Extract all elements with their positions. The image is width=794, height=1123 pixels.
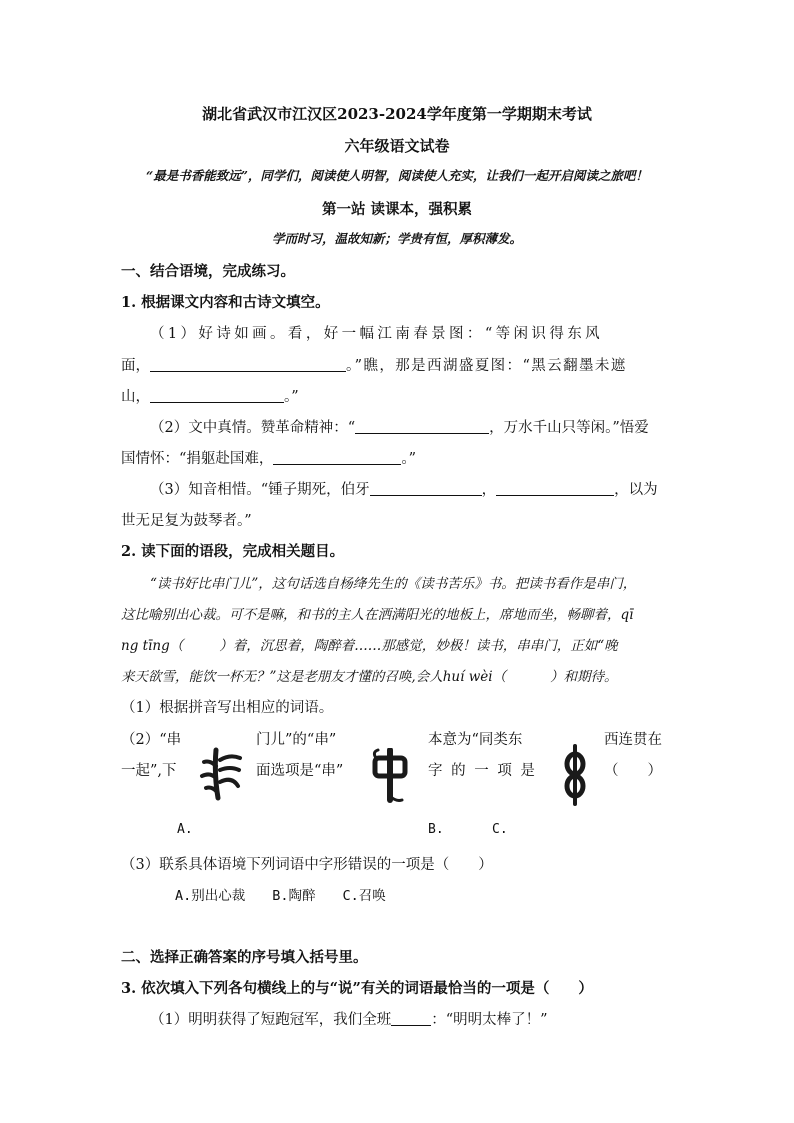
exam-subtitle: 六年级语文试卷 bbox=[344, 137, 450, 155]
passage-line-2: 这比喻别出心裁。可不是嘛，和书的主人在洒满阳光的地板上，席地而坐，畅聊着，qī bbox=[121, 607, 634, 623]
ancient-glyph-option-b[interactable] bbox=[370, 748, 410, 804]
station-title: 第一站 读课本，强积累 bbox=[321, 201, 473, 218]
answer-blank-5[interactable] bbox=[370, 481, 482, 496]
part1-heading: 一、结合语境，完成练习。 bbox=[121, 263, 295, 280]
q1-s2-text: ，万水千山只等闲。”悟爱 bbox=[489, 420, 649, 436]
q2-sub2-part-b: 门儿”的“串” bbox=[256, 732, 337, 748]
passage-text: ）着，沉思着，陶醉着……那感觉，妙极！读书，串串门，正如“晚 bbox=[219, 638, 618, 654]
passage-text: ng tīng（ bbox=[121, 638, 184, 654]
passage-line-3 bbox=[121, 634, 618, 654]
q1-s1-line1: （1）好诗如画。看，好一幅江南春景图：“等闲识得东风 bbox=[150, 326, 604, 342]
q2-sub2-part-d: 西连贯在 bbox=[604, 732, 662, 748]
option-c-label: C. bbox=[492, 822, 508, 837]
q2-sub2-part-e: 一起”,下 bbox=[121, 763, 177, 779]
q2-sub2-part-a: （2）“串 bbox=[121, 732, 182, 748]
q2-sub2-part-g: 字 的 一 项 是 bbox=[428, 763, 537, 779]
q2-sub3: （3）联系具体语境下列词语中字形错误的一项是（ ） bbox=[121, 857, 493, 873]
q1-s3-line1 bbox=[150, 478, 658, 499]
q1-s3-text: ， bbox=[481, 482, 497, 498]
q1-stem: 1. 根据课文内容和古诗文填空。 bbox=[121, 294, 330, 311]
q1-s1-text: 山， bbox=[121, 389, 150, 405]
answer-blank-4[interactable] bbox=[273, 450, 401, 465]
q1-s2-text: 。” bbox=[401, 451, 417, 467]
ancient-glyph-option-c[interactable] bbox=[560, 744, 590, 806]
q1-s2-text: （2）文中真情。赞革命精神：“ bbox=[150, 420, 356, 436]
answer-blank-1[interactable] bbox=[150, 357, 346, 372]
answer-blank-2[interactable] bbox=[150, 388, 284, 403]
answer-blank-q3-1[interactable] bbox=[391, 1011, 431, 1026]
option-b-label: B. bbox=[428, 822, 444, 837]
q1-s2-line2 bbox=[121, 447, 416, 468]
exam-title: 湖北省武汉市江汉区2023-2024学年度第一学期期末考试 bbox=[202, 105, 592, 123]
q1-s1-line2 bbox=[121, 354, 627, 375]
part2-heading: 二、选择正确答案的序号填入括号里。 bbox=[121, 949, 368, 966]
answer-blank-6[interactable] bbox=[496, 481, 614, 496]
q1-s2-text: 国情怀：“捐躯赴国难， bbox=[121, 451, 274, 467]
ancient-glyph-option-a[interactable] bbox=[198, 746, 244, 802]
option-a-label: A. bbox=[177, 822, 193, 837]
intro-line: “最是书香能致远”，同学们，阅读使人明智，阅读使人充实，让我们一起开启阅读之旅吧！ bbox=[146, 168, 648, 183]
motto-line: 学而时习，温故知新；学贵有恒，厚积薄发。 bbox=[271, 231, 522, 246]
q2-stem: 2. 读下面的语段，完成相关题目。 bbox=[121, 543, 345, 560]
q3-s1-text: （1）明明获得了短跑冠军，我们全班 bbox=[150, 1012, 392, 1028]
q1-s1-text: 。”瞧，那是西湖盛夏图：“黑云翻墨未遮 bbox=[346, 358, 627, 374]
q1-s1-text: 。” bbox=[284, 389, 299, 405]
q2-sub2-answer-paren: （ ） bbox=[604, 763, 662, 779]
q2-sub1: （1）根据拼音写出相应的词语。 bbox=[121, 700, 334, 716]
q3-s1 bbox=[150, 1008, 548, 1029]
passage-line-4 bbox=[121, 665, 618, 685]
passage-text: ）和期待。 bbox=[550, 669, 618, 685]
passage-line-1: “读书好比串门儿”，这句话选自杨绛先生的《读书苦乐》书。把读书看作是串门， bbox=[150, 576, 637, 592]
q1-s3-text: ，以为 bbox=[614, 482, 658, 498]
q2-sub3-options: A.别出心裁 B.陶醉 C.召唤 bbox=[175, 888, 386, 904]
q1-s2-line1 bbox=[150, 416, 649, 437]
q1-s1-text: 面， bbox=[121, 358, 150, 374]
q1-s3-line2: 世无足复为鼓琴者。” bbox=[121, 513, 252, 529]
q1-s3-text: （3）知音相惜。“锺子期死，伯牙 bbox=[150, 482, 370, 498]
passage-text: 来天欲雪，能饮一杯无？”这是老朋友才懂的召唤,会人huí wèi（ bbox=[121, 669, 507, 685]
q2-sub2-part-c: 本意为“同类东 bbox=[428, 732, 523, 748]
answer-blank-3[interactable] bbox=[355, 419, 489, 434]
q3-s1-text: ：“明明太棒了！” bbox=[431, 1012, 548, 1028]
q1-s1-line3 bbox=[121, 385, 299, 406]
q3-stem: 3. 依次填入下列各句横线上的与“说”有关的词语最恰当的一项是（ ） bbox=[121, 980, 593, 997]
q2-sub2-part-f: 面选项是“串” bbox=[256, 763, 344, 779]
